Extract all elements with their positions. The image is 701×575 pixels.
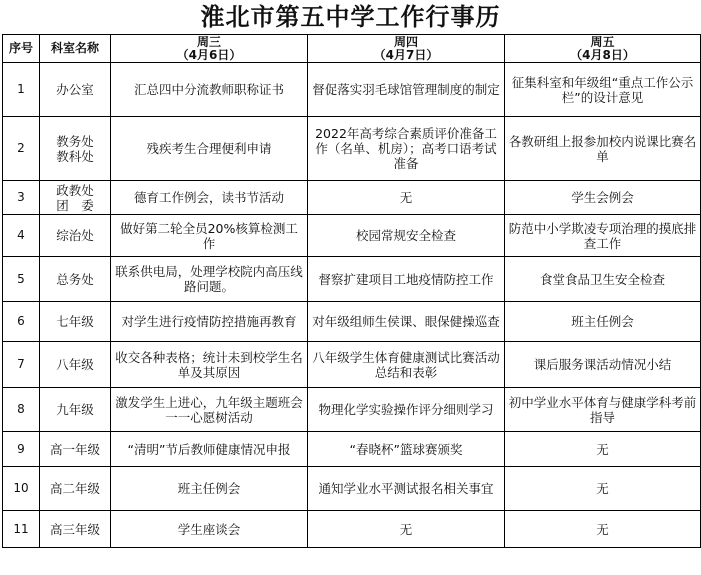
row-wed-cell: 收交各种表格；统计未到校学生名单及其原因 (111, 342, 308, 388)
row-thu-cell: 无 (308, 181, 505, 215)
row-dept-cell: 九年级 (40, 388, 111, 432)
row-seq-cell: 3 (3, 181, 40, 215)
row-wed-cell: 对学生进行疫情防控措施再教育 (111, 302, 308, 342)
row-seq-cell: 5 (3, 257, 40, 302)
header-fri (505, 35, 701, 63)
table-row (3, 257, 701, 302)
row-thu-cell: 八年级学生体育健康测试比赛活动总结和表彰 (308, 342, 505, 388)
row-fri-cell: 初中学业水平体育与健康学科考前指导 (505, 388, 701, 432)
row-thu-cell: 物理化学实验操作评分细则学习 (308, 388, 505, 432)
row-fri-cell: 课后服务课活动情况小结 (505, 342, 701, 388)
row-fri-cell: 班主任例会 (505, 302, 701, 342)
header-row (3, 35, 701, 63)
header-fri-date: （4月8日） (570, 47, 635, 62)
row-fri-cell: 各教研组上报参加校内说课比赛名单 (505, 117, 701, 181)
header-thu-date: （4月7日） (373, 47, 439, 62)
row-seq-cell: 11 (3, 511, 40, 548)
row-thu-cell: 督促落实羽毛球馆管理制度的制定 (308, 63, 505, 117)
row-wed-cell: 德育工作例会，读书节活动 (111, 181, 308, 215)
row-fri-cell: 无 (505, 467, 701, 511)
header-thu-day: 周四 (393, 34, 418, 49)
table-row (3, 342, 701, 388)
row-fri-cell: 防范中小学欺凌专项治理的摸底排查工作 (505, 215, 701, 257)
row-seq-cell: 2 (3, 117, 40, 181)
header-wed-date: （4月6日） (176, 47, 242, 62)
row-fri-cell: 食堂食品卫生安全检查 (505, 257, 701, 302)
row-thu-cell: 校园常规安全检查 (308, 215, 505, 257)
row-fri-cell: 无 (505, 432, 701, 467)
row-wed-cell: 残疾考生合理便利申请 (111, 117, 308, 181)
row-thu-cell: “春晓杯”篮球赛颁奖 (308, 432, 505, 467)
row-dept-cell: 教务处 教科处 (40, 117, 111, 181)
table-row (3, 302, 701, 342)
row-wed-cell: 学生座谈会 (111, 511, 308, 548)
row-dept-cell: 办公室 (40, 63, 111, 117)
header-wed (111, 35, 308, 63)
row-dept-cell: 七年级 (40, 302, 111, 342)
row-wed-cell: “清明”节后教师健康情况申报 (111, 432, 308, 467)
row-thu-cell: 通知学业水平测试报名相关事宜 (308, 467, 505, 511)
header-dept: 科室名称 (40, 35, 111, 63)
row-fri-cell: 学生会例会 (505, 181, 701, 215)
row-dept-cell: 八年级 (40, 342, 111, 388)
row-dept-cell: 政教处 团 委 (40, 181, 111, 215)
header-fri-day: 周五 (590, 34, 615, 49)
row-wed-cell: 做好第二轮全员20%核算检测工作 (111, 215, 308, 257)
header-seq: 序号 (3, 35, 40, 63)
row-dept-cell: 高二年级 (40, 467, 111, 511)
header-wed-day: 周三 (196, 34, 221, 49)
row-seq-cell: 10 (3, 467, 40, 511)
row-dept-cell: 高一年级 (40, 432, 111, 467)
row-seq-cell: 4 (3, 215, 40, 257)
schedule-table (2, 34, 701, 548)
table-row (3, 63, 701, 117)
row-wed-cell: 汇总四中分流教师职称证书 (111, 63, 308, 117)
row-thu-cell: 对年级组师生侯课、眼保健操巡查 (308, 302, 505, 342)
row-wed-cell: 激发学生上进心，九年级主题班会 一一心愿树活动 (111, 388, 308, 432)
row-seq-cell: 8 (3, 388, 40, 432)
row-dept-cell: 综治处 (40, 215, 111, 257)
row-thu-cell: 2022年高考综合素质评价准备工作（名单、机房）；高考口语考试准备 (308, 117, 505, 181)
row-fri-cell: 无 (505, 511, 701, 548)
table-row (3, 432, 701, 467)
row-dept-cell: 高三年级 (40, 511, 111, 548)
row-seq-cell: 1 (3, 63, 40, 117)
table-row (3, 511, 701, 548)
document-title: 淮北市第五中学工作行事历 (200, 2, 501, 31)
table-row (3, 117, 701, 181)
table-row (3, 181, 701, 215)
row-wed-cell: 联系供电局，处理学校院内高压线路问题。 (111, 257, 308, 302)
row-dept-cell: 总务处 (40, 257, 111, 302)
table-row (3, 215, 701, 257)
header-thu (308, 35, 505, 63)
table-row (3, 388, 701, 432)
row-fri-cell: 征集科室和年级组“重点工作公示栏”的设计意见 (505, 63, 701, 117)
row-wed-cell: 班主任例会 (111, 467, 308, 511)
row-thu-cell: 无 (308, 511, 505, 548)
table-body (3, 63, 701, 548)
row-seq-cell: 6 (3, 302, 40, 342)
row-thu-cell: 督察扩建项目工地疫情防控工作 (308, 257, 505, 302)
row-seq-cell: 7 (3, 342, 40, 388)
row-seq-cell: 9 (3, 432, 40, 467)
table-row (3, 467, 701, 511)
